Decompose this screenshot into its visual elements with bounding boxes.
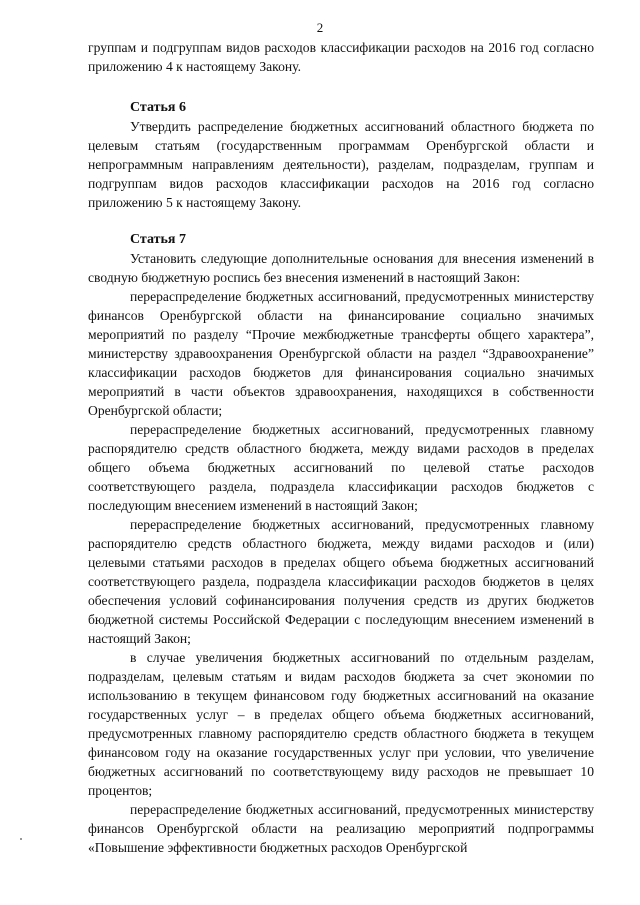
article-7-intro: Установить следующие дополнительные основания для внесения изменений в сводную бюджетную роспись без внесения изменений в настоящий Закон: — [88, 251, 594, 285]
article-7-paragraph: перераспределение бюджетных ассигнований, предусмотренных главному распорядителю средств областного бюджета, между видами расходов в пределах общего объема бюджетных ассигнований по целевой статье расходов соответствующего раздела, подраздела классификации расходов бюджетов с последующим внесением изменений в настоящий Закон; — [88, 422, 594, 513]
article-6-heading: Статья 6 — [130, 100, 186, 115]
article-7-paragraph: перераспределение бюджетных ассигнований, предусмотренных министерству финансов Оренбургской области на реализацию мероприятий подпрограммы «Повышение эффективности бюджетных расходов Оренбургской — [88, 802, 594, 855]
page-number: 2 — [316, 20, 324, 35]
article-7-paragraph: в случае увеличения бюджетных ассигнований по отдельным разделам, подразделам, целевым статьям и видам расходов бюджета за счет экономии по использованию в текущем финансовом году бюджетных ассигнований на оказание государственных услуг – в пределах общего объема бюджетных ассигнований, предусмотренных главному распорядителю средств областного бюджета в текущем финансовом году на оказание государственных услуг при условии, что увеличение бюджетных ассигнований по соответствующему виду расходов не превышает 10 процентов; — [88, 650, 594, 798]
article-7-paragraph: перераспределение бюджетных ассигнований, предусмотренных министерству финансов Оренбургской области на финансирование социально значимых мероприятий по разделу “Прочие межбюджетные трансферты общего характера”, министерству здравоохранения Оренбургской области на раздел “Здравоохранение” классификации расходов бюджетов для финансирования социально значимых мероприятий в части объектов здравоохранения, находящихся в собственности Оренбургской области; — [88, 289, 594, 418]
article-7-heading: Статья 7 — [130, 232, 186, 247]
scan-speck — [20, 838, 22, 840]
article-6-text: Утвердить распределение бюджетных ассигнований областного бюджета по целевым статьям (государственным программам Оренбургской области и непрограммным направлениям деятельности), разделам, подразделам, группам и подгруппам видов расходов классификации расходов на 2016 год согласно приложению 5 к настоящему Закону. — [88, 119, 594, 210]
document-body — [88, 38, 594, 857]
previous-article-tail: группам и подгруппам видов расходов классификации расходов на 2016 год согласно приложению 4 к настоящему Закону. — [88, 40, 594, 74]
article-7-paragraph: перераспределение бюджетных ассигнований, предусмотренных главному распорядителю средств областного бюджета, между видами расходов и (или) целевыми статьями расходов в пределах общего объема бюджетных ассигнований соответствующего раздела, подраздела классификации расходов бюджетов в целях обеспечения условий софинансирования получения средств из других бюджетов бюджетной системы Российской Федерации с последующим внесением изменений в настоящий Закон; — [88, 517, 594, 646]
